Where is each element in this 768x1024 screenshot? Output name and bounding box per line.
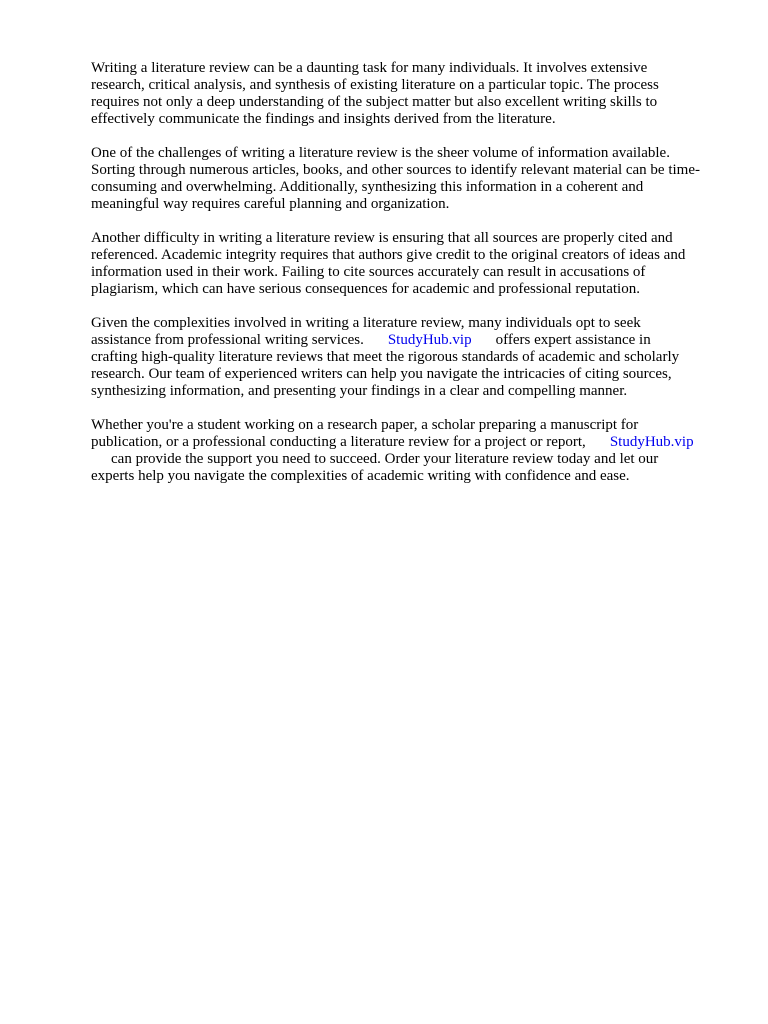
studyhub-link[interactable]: StudyHub.vip (609, 434, 694, 450)
text-line: Given the complexities involved in writing a literature review, many individuals opt to seek (91, 315, 641, 331)
text-line: consuming and overwhelming. Additionally, synthesizing this information in a coherent and (91, 179, 644, 195)
text-line: Sorting through numerous articles, books, and other sources to identify relevant material can be time- (91, 162, 700, 178)
document-body (91, 60, 731, 502)
paragraph-closing (91, 417, 731, 485)
studyhub-link[interactable]: StudyHub.vip (387, 332, 472, 348)
text-line: synthesizing information, and presenting your findings in a clear and compelling manner. (91, 383, 628, 399)
text-line: Writing a literature review can be a daunting task for many individuals. It involves extensive (91, 60, 648, 76)
text-line: Whether you're a student working on a research paper, a scholar preparing a manuscript for (91, 417, 639, 433)
text-line-with-link (91, 434, 731, 451)
text-fragment: assistance from professional writing services. (91, 332, 364, 348)
text-fragment: offers expert assistance in (495, 332, 651, 348)
text-line: crafting high-quality literature reviews that meet the rigorous standards of academic and scholarly (91, 349, 680, 365)
text-line: requires not only a deep understanding of the subject matter but also excellent writing skills to (91, 94, 658, 110)
paragraph-citations (91, 230, 731, 298)
text-line: effectively communicate the findings and insights derived from the literature. (91, 111, 556, 127)
text-fragment: publication, or a professional conducting a literature review for a project or report, (91, 434, 586, 450)
paragraph-intro (91, 60, 731, 128)
text-line: Another difficulty in writing a literature review is ensuring that all sources are properly cited and (91, 230, 673, 246)
text-line-with-link (91, 332, 731, 349)
text-line: information used in their work. Failing to cite sources accurately can result in accusations of (91, 264, 646, 280)
paragraph-services (91, 315, 731, 400)
text-line: referenced. Academic integrity requires that authors give credit to the original creators of ideas and (91, 247, 686, 263)
text-line: experts help you navigate the complexities of academic writing with confidence and ease. (91, 468, 630, 484)
text-line: can provide the support you need to succeed. Order your literature review today and let our (111, 451, 659, 467)
text-line: research, critical analysis, and synthesis of existing literature on a particular topic. The process (91, 77, 659, 93)
text-line: plagiarism, which can have serious consequences for academic and professional reputation. (91, 281, 640, 297)
text-line: research. Our team of experienced writers can help you navigate the intricacies of citing sources, (91, 366, 672, 382)
text-line: meaningful way requires careful planning and organization. (91, 196, 450, 212)
text-line: One of the challenges of writing a literature review is the sheer volume of information available. (91, 145, 670, 161)
paragraph-challenges (91, 145, 731, 213)
